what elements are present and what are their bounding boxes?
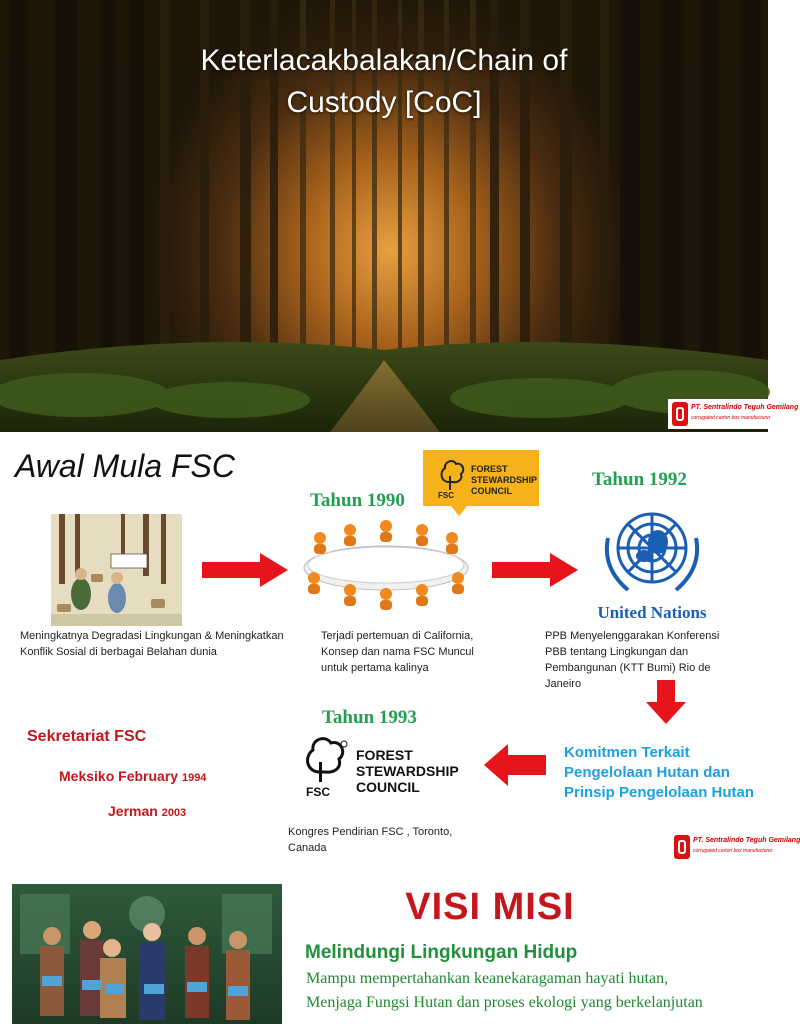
fsc-callout-mark: FSC [438,491,454,500]
fsc-callout-logo [423,450,539,518]
jerman-label: Jerman [108,803,158,819]
company-tagline: corrugated carton box manufacturer [693,848,773,854]
degradasi-description: Meningkatnya Degradasi Lingkungan & Meningkatkan Konflik Sosial di berbagai Belahan dunia [20,630,284,658]
kongres-description: Kongres Pendirian FSC , Toronto, Canada [288,826,453,854]
meeting-1990-description: Terjadi pertemuan di California, Konsep dan nama FSC Muncul untuk pertama kalinya [321,630,474,674]
meksiko-label: Meksiko February [59,768,179,784]
fsc-logo-mark: FSC [306,785,330,799]
sekretariat-heading: Sekretariat FSC [27,728,147,745]
slide-heading: Awal Mula FSC [15,448,235,484]
company-logo-2 [670,832,800,862]
forest-slide [0,0,799,432]
year-1993-label: Tahun 1993 [322,707,417,728]
fsc-callout-line-3: COUNCIL [471,486,512,496]
sekretariat-meksiko [59,768,206,784]
fsc-logo-line-2: STEWARDSHIP [356,763,459,779]
slide-title [0,40,768,124]
fsc-callout-line-2: STEWARDSHIP [471,475,538,485]
united-nations-label: United Nations [597,603,707,622]
visi-misi-subtitle: Melindungi Lingkungan Hidup [305,942,578,963]
visi-misi-heading: VISI MISI [405,886,575,928]
meksiko-year: 1994 [181,772,207,784]
company-name: PT. Sentralindo Teguh Gemilang [691,404,799,411]
slide-title-line-2: Custody [CoC] [286,86,482,119]
fsc-history-slide [0,432,800,868]
deforestation-cartoon-image [51,514,182,626]
fsc-logo [300,738,464,800]
company-tagline: corrugated carton box manufacturer [691,415,771,421]
arrow-right-2-icon [492,553,578,587]
fsc-logo-line-3: COUNCIL [356,779,420,795]
fsc-callout-line-1: FOREST [471,464,508,474]
sekretariat-jerman [108,803,186,819]
slide-title-line-1: Keterlacakbalakan/Chain of [200,44,568,77]
company-logo-mark-icon [672,402,688,426]
visi-misi-line-1: Mampu mempertahankan keanekaragaman hayati hutan, [306,970,669,987]
un-1992-description: PPB Menyelenggarakan Konferensi PBB tentang Lingkungan dan Pembangunan (KTT Bumi) Rio de Janeiro [545,630,720,690]
year-1990-label: Tahun 1990 [310,490,405,511]
company-name: PT. Sentralindo Teguh Gemilang [693,837,800,844]
jerman-year: 2003 [161,807,187,819]
komitmen-text: Komitmen Terkait Pengelolaan Hutan dan Prinsip Pengelolaan Hutan [564,744,755,801]
company-logo [668,399,799,429]
ceremony-group-photo [12,884,282,1024]
arrow-left-icon [484,744,546,786]
united-nations-emblem [588,498,716,606]
visi-misi-slide [0,868,768,1024]
fsc-logo-line-1: FOREST [356,747,413,763]
company-logo-mark-icon [674,835,690,859]
arrow-right-1-icon [202,553,288,587]
meeting-table-image [300,520,472,616]
visi-misi-line-2: Menjaga Fungsi Hutan dan proses ekologi yang berkelanjutan [306,994,703,1011]
year-1992-label: Tahun 1992 [592,469,687,490]
